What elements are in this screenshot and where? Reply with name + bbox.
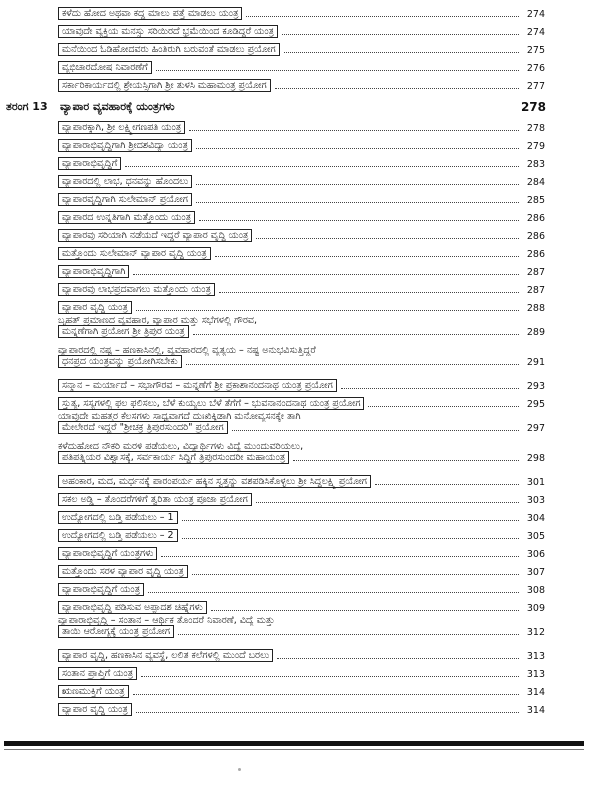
entry-title: ಮತ್ತೊಂದು ಸರಳ ವ್ಯಾಪಾರ ವೃದ್ಧಿ ಯಂತ್ರ [58, 565, 188, 578]
toc-entry [58, 344, 545, 374]
toc-entry [58, 206, 545, 224]
entry-title: ಋಣಮುಕ್ತಿಗೆ ಯಂತ್ರ [58, 685, 129, 698]
entry-page-number: 274 [526, 9, 545, 20]
dot-leader [199, 220, 519, 221]
toc-entry [58, 698, 545, 716]
entry-page-number: 284 [526, 177, 545, 188]
entry-page-number: 289 [526, 327, 545, 338]
toc-entry [58, 278, 545, 296]
dot-leader [136, 310, 519, 311]
dot-leader [277, 658, 519, 659]
dot-leader [161, 556, 519, 557]
dot-leader [196, 202, 519, 203]
toc-entry [58, 152, 545, 170]
entry-title: ಬೃಹತ್ ಪ್ರಮಾಣದ ವ್ಯವಹಾರ, ವ್ಯಾಪಾರ ಮತ್ತು ಸಭೆಗಳಲ್ಲಿ ಗೌರವ, [58, 315, 257, 326]
toc-entry [58, 74, 545, 92]
entry-page-number: 293 [526, 381, 545, 392]
entry-title: ಕಳೆದುಹೋದ ನೌಕರಿ ಮರಳಿ ಪಡೆಯಲು, ವಿದ್ಯಾರ್ಥಿಗಳು ವಿದ್ಯೆ ಮುಂದುವರಿಯಲು, [58, 441, 304, 452]
section-header [6, 98, 546, 116]
toc-entry [58, 614, 545, 644]
dot-leader [282, 34, 519, 35]
dot-leader [375, 484, 519, 485]
entry-page-number: 301 [526, 477, 545, 488]
entry-page-number: 286 [526, 213, 545, 224]
entry-page-number: 309 [526, 603, 545, 614]
entry-title: ವ್ಯಾಪಾರಾಭಿವೃದ್ಧಿಗೆ ಯಂತ್ರ [58, 583, 144, 596]
toc-entry [58, 644, 545, 662]
entry-title: ಉದ್ಯೋಗದಲ್ಲಿ ಬಡ್ತಿ ಪಡೆಯಲು – 1 [58, 511, 178, 524]
footer-rule-thin [4, 749, 584, 750]
entry-page-number: 303 [526, 495, 545, 506]
toc-entry [58, 242, 545, 260]
dot-leader [211, 610, 519, 611]
entry-title: ಧನಪ್ರದ ಯಂತ್ರವನ್ನು ಪ್ರಯೋಗಿಸಬೇಕು [58, 355, 182, 368]
entry-title: ವ್ಯಾಪಾರ ವೃದ್ಧಿ, ಹಣಕಾಸಿನ ವ್ಯವಸ್ಥೆ, ಲಲಿತ ಕಲೆಗಳಲ್ಲಿ ಮುಂದೆ ಬರಲು [58, 649, 273, 662]
entry-page-number: 275 [526, 45, 545, 56]
toc-entry [58, 296, 545, 314]
toc-entry [58, 470, 545, 488]
entry-title: ಸನ್ಮಾನ – ಮರ್ಯಾದೆ – ಸಭಾಗೌರವ – ಮನ್ನಣೆಗೆ ಶ್ರೀ ಪ್ರಕಾಶಾನಂದನಾಥ ಯಂತ್ರ ಪ್ರಯೋಗ [58, 379, 337, 392]
dot-leader [193, 334, 519, 335]
dot-leader [186, 364, 519, 365]
section-page-number: 278 [520, 100, 546, 114]
section-title: ವ್ಯಾಪಾರ ವ್ಯವಹಾರಕ್ಕೆ ಯಂತ್ರಗಳು [60, 100, 175, 113]
entry-title: ಪತಿಪತ್ನಿಯರ ವಿಶ್ವಾಸಕ್ಕೆ, ಸರ್ವಕಾರ್ಯ ಸಿದ್ಧಿಗೆ ತ್ರಿಪುರಸುಂದರೀ ಮಹಾಯಂತ್ರ [58, 451, 289, 464]
dot-leader [156, 70, 519, 71]
entry-title: ವ್ಯಾಪಾರವು ಲಾಭಪ್ರದವಾಗಲು ಮತ್ತೊಂದು ಯಂತ್ರ [58, 283, 215, 296]
entry-page-number: 312 [526, 627, 545, 638]
entry-title: ವ್ಯಾಪಾರಾಭಿವೃದ್ಧಿಗಾಗಿ ಶ್ರೀದಶವಿದ್ಯಾ ಯಂತ್ರ [58, 139, 192, 152]
toc-entry [58, 260, 545, 278]
dot-leader [196, 184, 519, 185]
entry-page-number: 285 [526, 195, 545, 206]
entry-page-number: 304 [526, 513, 545, 524]
entry-title: ವ್ಯಾಪಾರದಲ್ಲಿ ಲಾಭ, ಧನವನ್ನು ಹೊಂದಲು [58, 175, 192, 188]
dot-leader [133, 694, 519, 695]
entry-title: ಸಕಲ ಅಡ್ಡಿ – ತೊಂದರೆಗಳಿಗೆ ತ್ವರಿತಾ ಯಂತ್ರ ಪೂಜಾ ಪ್ರಯೋಗ [58, 493, 252, 506]
entry-title: ತಾಯಿ ಆರೋಗ್ಯಕ್ಕೆ ಯಂತ್ರ ಪ್ರಯೋಗ [58, 625, 174, 638]
entry-page-number: 278 [526, 123, 545, 134]
dot-leader [219, 292, 519, 293]
entry-page-number: 286 [526, 231, 545, 242]
toc-entry [58, 410, 545, 440]
dot-leader [178, 634, 519, 635]
toc-entry [58, 506, 545, 524]
dot-leader [284, 52, 519, 53]
entry-page-number: 295 [526, 399, 545, 410]
dot-leader [246, 16, 519, 17]
section-label: ತರಂಗ 13 [6, 100, 48, 113]
entry-page-number: 314 [526, 705, 545, 716]
entry-title: ಮೇಲೇರದೆ ಇದ್ದರೆ "ಶ್ರೀಚಕ್ರ ತ್ರಿಪುರಸುಂದರಿ" ಪ್ರಯೋಗ [58, 421, 228, 434]
entry-page-number: 291 [526, 357, 545, 368]
toc-entry [58, 38, 545, 56]
dot-leader [189, 130, 519, 131]
entry-title: ಅಹಂಕಾರ, ಮದ, ಮರ್ಧನಕ್ಕೆ ಪಾರಂಪರ್ಯ ಹಕ್ಕಿನ ಸ್ವತ್ತನ್ನು ವಶಪಡಿಸಿಕೊಳ್ಳಲು ಶ್ರೀ ಸಿದ್ಧಲಕ್ಷ್ಮಿ ಪ್ರಯೋಗ [58, 475, 371, 488]
dot-leader [232, 430, 519, 431]
entry-page-number: 314 [526, 687, 545, 698]
toc-entry [58, 56, 545, 74]
entry-page-number: 287 [526, 285, 545, 296]
dot-leader [293, 460, 519, 461]
entry-title: ಸರ್ಕಾರಿಕಾರ್ಯದಲ್ಲಿ ಶ್ರೇಯಸ್ಸಿಗಾಗಿ ಶ್ರೀ ತುಳಸಿ ಮಹಾಮಂತ್ರ ಪ್ರಯೋಗ [58, 79, 271, 92]
toc-entry [58, 560, 545, 578]
toc-entry [58, 440, 545, 470]
dot-leader [148, 592, 519, 593]
footer-rule-thick [4, 741, 584, 746]
entry-title: ಸಂತಾನ ಪ್ರಾಪ್ತಿಗೆ ಯಂತ್ರ [58, 667, 137, 680]
scan-mark [238, 768, 241, 771]
toc-entry [58, 542, 545, 560]
entry-title: ವ್ಯಾಪಾರವು ಸರಿಯಾಗಿ ನಡೆಯದೆ ಇದ್ದರೆ ವ್ಯಾಪಾರ ವೃದ್ಧಿ ಯಂತ್ರ [58, 229, 252, 242]
toc-entry [58, 488, 545, 506]
dot-leader [275, 88, 519, 89]
entry-title: ವ್ಯಾಪಾರಾಭಿವೃದ್ಧಿಗೆ ಯಂತ್ರಗಳು [58, 547, 157, 560]
toc-entry [58, 662, 545, 680]
entry-title: ವ್ಯಾಪಾರಾಭಿವೃದ್ಧಿ – ಸಂತಾನ – ಆರ್ಥಿಕ ತೊಂದರೆ ನಿವಾರಣೆ, ವಿದ್ಯೆ ಮತ್ತು [58, 615, 275, 626]
entry-title: ವ್ಯಾಪಾರ ವೃದ್ಧಿ ಯಂತ್ರ [58, 301, 132, 314]
toc-entry [58, 170, 545, 188]
toc-entry [58, 20, 545, 38]
entry-page-number: 283 [526, 159, 545, 170]
entry-title: ವ್ಯಭಿಚಾರದೋಷ ನಿವಾರಣೆಗೆ [58, 61, 152, 74]
dot-leader [182, 520, 519, 521]
entry-title: ವ್ಯಾಪಾರಾಭಿವೃದ್ಧಿಗೆ [58, 157, 121, 170]
entry-page-number: 279 [526, 141, 545, 152]
entry-page-number: 276 [526, 63, 545, 74]
dot-leader [256, 502, 519, 503]
dot-leader [125, 166, 519, 167]
toc-entry [58, 2, 545, 20]
entry-title: ಯಾವುದೇ ವ್ಯಕ್ತಿಯ ಮನಸ್ಸು ಸರಿಯಿರದೆ ಭ್ರಮೆಯಿಂದ ಕೂಡಿದ್ದರೆ ಯಂತ್ರ [58, 25, 278, 38]
dot-leader [182, 538, 519, 539]
entry-page-number: 313 [526, 669, 545, 680]
entry-title: ಮನೆಯಿಂದ ಓಡಿಹೋದವರು ಹಿಂತಿರುಗಿ ಬರುವಂತೆ ಮಾಡಲು ಪ್ರಯೋಗ [58, 43, 280, 56]
entry-title: ಕಳೆದು ಹೋದ ಅಥವಾ ಕದ್ದ ಮಾಲು ಪತ್ತೆ ಮಾಡಲು ಯಂತ್ರ [58, 7, 242, 20]
dot-leader [256, 238, 519, 239]
entry-page-number: 274 [526, 27, 545, 38]
entry-title: ಸ್ತುತ್ಯ, ಸಸ್ಯಗಳಲ್ಲಿ ಫಲ ಫಲಿಸಲು, ಬೆಳೆ ಕುಯ್ಯಲು ಬೆಳೆ ತೆಗೆಗೆ – ಭುವನಾನಂದನಾಥ ಯಂತ್ರ ಪ್ರಯೋಗ [58, 397, 364, 410]
entry-title: ಉದ್ಯೋಗದಲ್ಲಿ ಬಡ್ತಿ ಪಡೆಯಲು – 2 [58, 529, 178, 542]
dot-leader [141, 676, 519, 677]
dot-leader [215, 256, 519, 257]
entry-page-number: 308 [526, 585, 545, 596]
entry-title: ವ್ಯಾಪಾರದ ಉನ್ನತಿಗಾಗಿ ಮತ್ತೊಂದು ಯಂತ್ರ [58, 211, 195, 224]
entry-page-number: 286 [526, 249, 545, 260]
toc-entry [58, 524, 545, 542]
entry-page-number: 305 [526, 531, 545, 542]
dot-leader [341, 388, 519, 389]
entry-title: ವ್ಯಾಪಾರವೃದ್ಧಿಗಾಗಿ ಸುಲೇಮಾನ್ ಪ್ರಯೋಗ [58, 193, 192, 206]
toc-entry [58, 596, 545, 614]
toc-entry [58, 578, 545, 596]
entry-title: ವ್ಯಾಪಾರದಲ್ಲಿ ನಷ್ಟ – ಹಣಕಾಸಿನಲ್ಲಿ, ವ್ಯವಹಾರದಲ್ಲಿ ವ್ಯತ್ಯಯ – ನಷ್ಟ ಅನುಭವಿಸುತ್ತಿದ್ದರೆ [58, 345, 316, 356]
entry-title: ಯಾವುದೇ ಮಹತ್ತರ ಕೆಲಸಗಳು ಸಾಧ್ಯವಾಗದೆ ದುಃಖಿಕ್ಕಿಡಾಗಿ ಮನೋವ್ಯಸನಕ್ಕೇ ತಾಗಿ [58, 411, 301, 422]
toc-entry [58, 392, 545, 410]
dot-leader [133, 274, 519, 275]
entry-page-number: 307 [526, 567, 545, 578]
entry-title: ವ್ಯಾಪಾರಕ್ಕಾಗಿ, ಶ್ರೀ ಲಕ್ಷ್ಮೀಗಣಪತಿ ಯಂತ್ರ [58, 121, 185, 134]
toc-entry [58, 134, 545, 152]
entry-page-number: 277 [526, 81, 545, 92]
entry-title: ವ್ಯಾಪಾರಾಭಿವೃದ್ಧಿ ಪಡಿಸುವ ಅಪ್ಪಾದಶ ಚಿಹ್ನೆಗಳು [58, 601, 207, 614]
toc-entry [58, 116, 545, 134]
toc-entry [58, 224, 545, 242]
toc-entry [58, 374, 545, 392]
entry-page-number: 313 [526, 651, 545, 662]
toc-entry [58, 188, 545, 206]
entry-page-number: 306 [526, 549, 545, 560]
toc-entry [58, 314, 545, 344]
entry-title: ಮತ್ತೊಂದು ಸುಲೇಮಾನ್ ವ್ಯಾಪಾರ ವೃದ್ಧಿ ಯಂತ್ರ [58, 247, 211, 260]
dot-leader [136, 712, 519, 713]
dot-leader [368, 406, 519, 407]
entry-page-number: 297 [526, 423, 545, 434]
dot-leader [192, 574, 519, 575]
dot-leader [196, 148, 519, 149]
entry-title: ವ್ಯಾಪಾರಾಭಿವೃದ್ಧಿಗಾಗಿ [58, 265, 129, 278]
toc-entry [58, 680, 545, 698]
entry-title: ವ್ಯಾಪಾರ ವೃದ್ಧಿ ಯಂತ್ರ [58, 703, 132, 716]
entry-page-number: 287 [526, 267, 545, 278]
entry-title: ಮನ್ನಣೆಗಾಗಿ ಪ್ರಯೋಗ ಶ್ರೀ ತ್ರಿಪುರ ಯಂತ್ರ [58, 325, 189, 338]
entry-page-number: 288 [526, 303, 545, 314]
entry-page-number: 298 [526, 453, 545, 464]
